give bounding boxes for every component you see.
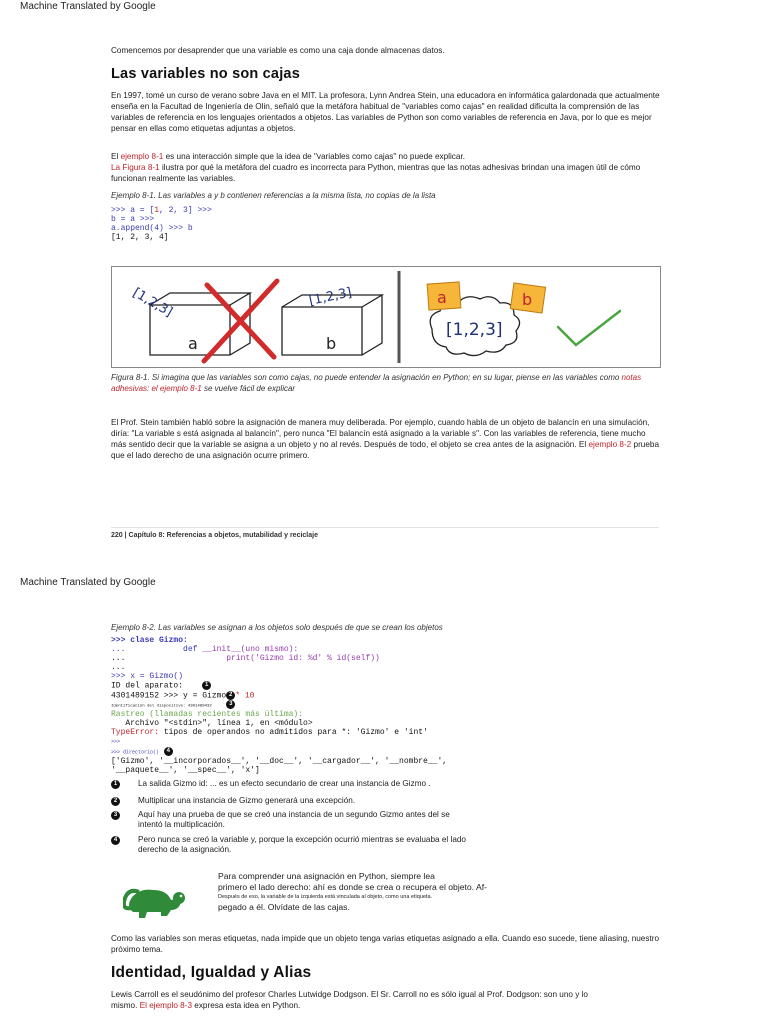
text: El Prof. Stein también habló sobre la asignación de manera muy deliberada. Por ejemplo, cuando habla de un objeto de balancín en una simulación, diría: "La variable s está asignada al balancín", pero nunca "El balancín está asignado a la variable s". Con las variables de referencia, tiene mucho más sentido decir que la variable se asigna a un objeto y no al revés. Después de todo, el objeto se crea antes de la asignación. El: [111, 418, 650, 449]
link-example-8-3[interactable]: El ejemplo 8-3: [139, 1001, 192, 1010]
text: El: [111, 152, 121, 161]
list-in-box-b: [1,2,3]: [307, 285, 354, 309]
code-text: b = a >>>: [111, 215, 155, 224]
figure-illustration: [112, 267, 660, 367]
body-paragraph: [111, 989, 601, 1011]
code-output: 4301489152 >>> y = Gizmo: [111, 691, 227, 701]
code-error-msg: tipos de operandos no admitidos para *: 'Gizmo' e 'int': [163, 727, 428, 737]
text: Figura 8-1. Si imagina que las variables son como cajas, no puede entender la asignación en Python; en su lugar, piense en las variables como: [111, 373, 622, 382]
section-heading: Las variables no son cajas: [111, 66, 300, 82]
code-traceback: Rastreo (llamadas recientes más última):: [111, 709, 304, 719]
code-block: [111, 636, 447, 775]
tip-line: primero el lado derecho: ahí es donde se crea o recupera el objeto. Af-: [218, 882, 487, 892]
callout-badge: 2: [226, 691, 235, 700]
text: expresa esta idea en Python.: [192, 1001, 301, 1010]
code-text: ...: [111, 654, 227, 663]
link-figure-8-1[interactable]: La Figura 8-1: [111, 163, 160, 172]
tip-animal-icon: [123, 868, 193, 924]
callout-number: 4: [111, 836, 120, 845]
intro-paragraph: Comencemos por desaprender que una variable es como una caja donde almacenas datos.: [111, 46, 445, 55]
code-text: __init__(uno mismo):: [202, 645, 299, 654]
figure-8-1: [111, 266, 661, 368]
code-text: ...: [111, 663, 126, 672]
code-block: [111, 206, 212, 242]
code-text: , 2, 3] >>>: [159, 206, 212, 215]
code-number: 1: [154, 206, 160, 215]
code-output: [1, 2, 3, 4]: [111, 233, 169, 242]
code-output: ['Gizmo', '__incorporados__', '__doc__', '__cargador__', '__nombre__',: [111, 757, 448, 767]
code-traceback: Archivo "<stdin>", línea 1, en <módulo>: [111, 718, 313, 728]
code-output: Identificación del dispositivo: 4301489432: [111, 704, 212, 709]
example-caption: Ejemplo 8-1. Las variables a y b contienen referencias a la misma lista, no copias de la lista: [111, 191, 436, 200]
code-text: >>> clase Gizmo:: [111, 636, 188, 645]
example-caption: Ejemplo 8-2. Las variables se asignan a los objetos solo después de que se crean los objetos: [111, 623, 443, 632]
footer-rule: [111, 527, 659, 528]
page-footer: 220 | Capítulo 8: Referencias a objetos, mutabilidad y reciclaje: [111, 532, 318, 539]
text: se vuelve fácil de explicar: [201, 384, 296, 393]
callout-badge: 3: [226, 700, 235, 709]
code-text: ... def: [111, 645, 203, 654]
green-check-icon: [558, 311, 620, 345]
code-error: TypeError:: [111, 727, 164, 737]
callout-badge: 1: [202, 681, 211, 690]
code-text: print('Gizmo id: %d' % id(self)): [226, 654, 380, 663]
callout-text: Pero nunca se creó la variable y, porque la excepción ocurrió mientras se evaluaba el lado derecho de la asignación.: [138, 835, 466, 854]
sticky-label-a: a: [437, 288, 447, 307]
list-in-box-a: [1,2,3]: [130, 285, 175, 321]
callout-text: Aquí hay una prueba de que se creó una instancia de un segundo Gizmo antes del se intentó la multiplicación.: [138, 810, 450, 829]
text: es una interacción simple que la idea de "variables como cajas" no puede explicar.: [163, 152, 465, 161]
box-a-label: a: [188, 334, 198, 353]
callout-text: Multiplicar una instancia de Gizmo generará una excepción.: [138, 796, 356, 805]
body-paragraph: En 1997, tomé un curso de verano sobre Java en el MIT. La profesora, Lynn Andrea Stein, una educadora en informática galardonada que actualmente enseña en la Facultad de Ingeniería de Olin, señaló que la metáfora habitual de "variables como cajas" en realidad dificulta la comprensión de las variables de referencia en los lenguajes orientados a objetos. Las variables de Python son como variables de referencia en Java, por lo que es mejor pensar en ellas como etiquetas adjuntas a objetos.: [111, 91, 660, 133]
machine-translated-header: Machine Translated by Google: [20, 1, 156, 12]
box-b-label: b: [326, 334, 337, 353]
sticky-label-b: b: [522, 290, 533, 309]
link-example-8-1[interactable]: ejemplo 8-1: [120, 152, 164, 161]
code-text: >>> directorio(): [111, 749, 160, 756]
code-text: a.append(4) >>> b: [111, 224, 193, 233]
section-heading: Identidad, Igualdad y Alias: [111, 964, 312, 981]
code-text: >>> x = Gizmo(): [111, 672, 184, 681]
machine-translated-header: Machine Translated by Google: [20, 577, 156, 588]
code-output: '__paquete__', '__spec__', 'x']: [111, 766, 260, 776]
body-paragraph: [111, 417, 661, 461]
link-figure-caption[interactable]: notas adhesivas: el ejemplo 8-1: [111, 373, 642, 393]
callout-number: 3: [111, 811, 120, 820]
text: ilustra por qué la metáfora del cuadro es incorrecta para Python, mientras que las notas adhesivas brindan una imagen útil de cómo funcionan realmente las variables.: [111, 163, 641, 183]
text: prueba que el lado derecho de una asignación ocurre primero.: [111, 440, 660, 460]
list-in-cloud: [1,2,3]: [446, 320, 503, 340]
text: Lewis Carroll es el seudónimo del profesor Charles Lutwidge Dodgson. El Sr. Carroll no es sólo igual al Prof. Dodgson: son uno y lo mismo.: [111, 990, 588, 1010]
figure-caption: [111, 372, 659, 394]
link-example-8-2[interactable]: ejemplo 8-2: [588, 440, 632, 449]
tip-line: Después de eso, la variable de la izquierda está vinculada al objeto, como una etiqueta.: [218, 894, 433, 900]
tip-line: pegado a él. Olvídate de las cajas.: [218, 902, 350, 912]
callout-number: 1: [111, 780, 120, 789]
callout-text: La salida Gizmo id: ... es un efecto secundario de crear una instancia de Gizmo .: [138, 779, 431, 788]
code-text: >>> a = [: [111, 206, 155, 215]
callout-badge: 4: [164, 747, 173, 756]
code-output: ID del aparato:: [111, 681, 184, 691]
body-paragraph: [111, 151, 661, 184]
callout-number: 2: [111, 797, 120, 806]
body-paragraph: Como las variables son meras etiquetas, nada impide que un objeto tenga varias etiquetas asignado a ella. Cuando eso sucede, tiene aliasing, nuestro próximo tema.: [111, 934, 660, 954]
code-number: * 10: [235, 691, 255, 701]
code-text: >>>: [111, 738, 121, 745]
tip-line: Para comprender una asignación en Python, siempre lea: [218, 871, 435, 881]
